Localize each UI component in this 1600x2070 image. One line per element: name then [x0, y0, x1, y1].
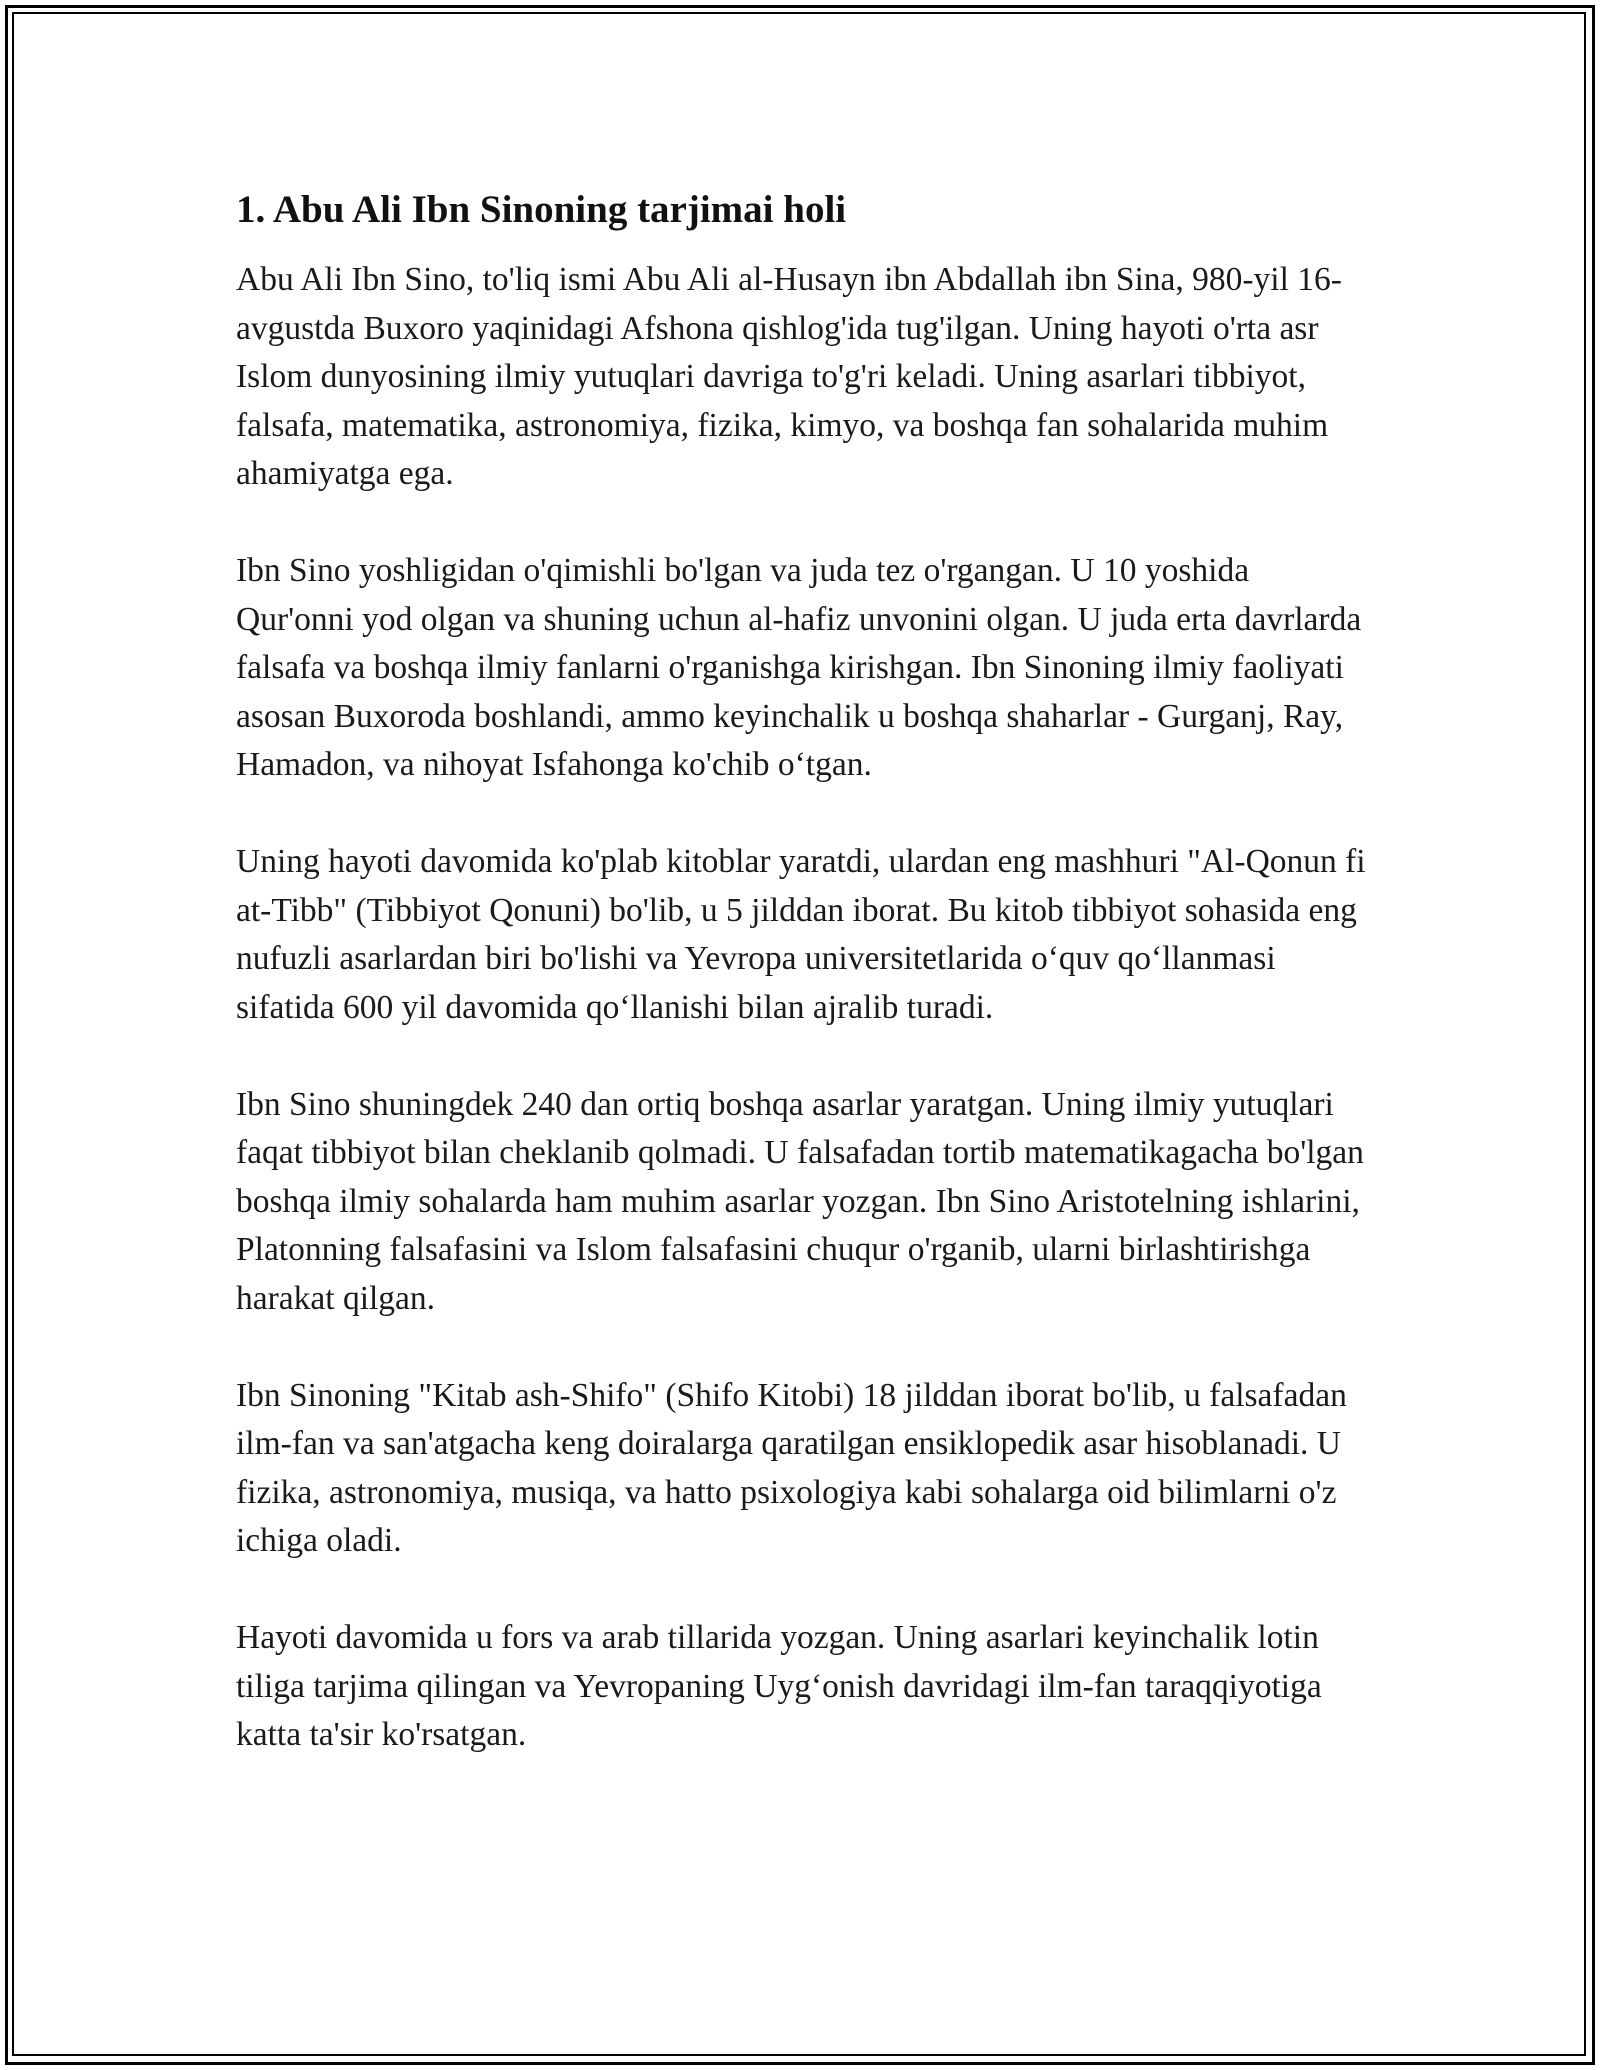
document-body — [236, 186, 1366, 1808]
paragraph-3: Uning hayoti davomida ko'plab kitoblar yaratdi, ulardan eng mashhuri "Al-Qonun fi at-Tibb" (Tibbiyot Qonuni) bo'lib, u 5 jilddan iborat. Bu kitob tibbiyot sohasida eng nufuzli asarlardan biri bo'lishi va Yevropa universitetlarida o‘quv qo‘llanmasi sifatida 600 yil davomida qo‘llanishi bilan ajralib turadi. — [236, 843, 1366, 1026]
paragraph-2: Ibn Sino yoshligidan o'qimishli bo'lgan va juda tez o'rgangan. U 10 yoshida Qur'onni yod olgan va shuning uchun al-hafiz unvonini olgan. U juda erta davrlarda falsafa va boshqa ilmiy fanlarni o'rganishga kirishgan. Ibn Sinoning ilmiy faoliyati asosan Buxoroda boshlandi, ammo keyinchalik u boshqa shaharlar - Gurganj, Ray, Hamadon, va nihoyat Isfahonga ko'chib o‘tgan. — [236, 552, 1362, 783]
paragraph-4: Ibn Sino shuningdek 240 dan ortiq boshqa asarlar yaratgan. Uning ilmiy yutuqlari faqat tibbiyot bilan cheklanib qolmadi. U falsafadan tortib matematikagacha bo'lgan boshqa ilmiy sohalarda ham muhim asarlar yozgan. Ibn Sino Aristotelning ishlarini, Platonning falsafasini va Islom falsafasini chuqur o'rganib, ularni birlashtirishga harakat qilgan. — [236, 1085, 1364, 1317]
section-heading: 1. Abu Ali Ibn Sinoning tarjimai holi — [236, 188, 847, 231]
paragraph-6: Hayoti davomida u fors va arab tillarida yozgan. Uning asarlari keyinchalik lotin tiliga tarjima qilingan va Yevropaning Uyg‘onish davridagi ilm-fan taraqqiyotiga katta ta'sir ko'rsatgan. — [236, 1619, 1322, 1753]
paragraph-5: Ibn Sinoning "Kitab ash-Shifo" (Shifo Kitobi) 18 jilddan iborat bo'lib, u falsafadan ilm-fan va san'atgacha keng doiralarga qaratilgan ensiklopedik asar hisoblanadi. U fizika, astronomiya, musiqa, va hatto psixologiya kabi sohalarga oid bilimlarni o'z ichiga oladi. — [236, 1376, 1347, 1559]
paragraph-1: Abu Ali Ibn Sino, to'liq ismi Abu Ali al-Husayn ibn Abdallah ibn Sina, 980-yil 16-avgustda Buxoro yaqinidagi Afshona qishlog'ida tug'ilgan. Uning hayoti o'rta asr Islom dunyosining ilmiy yutuqlari davriga to'g'ri keladi. Uning asarlari tibbiyot, falsafa, matematika, astronomiya, fizika, kimyo, va boshqa fan sohalarida muhim ahamiyatga ega. — [236, 261, 1342, 492]
